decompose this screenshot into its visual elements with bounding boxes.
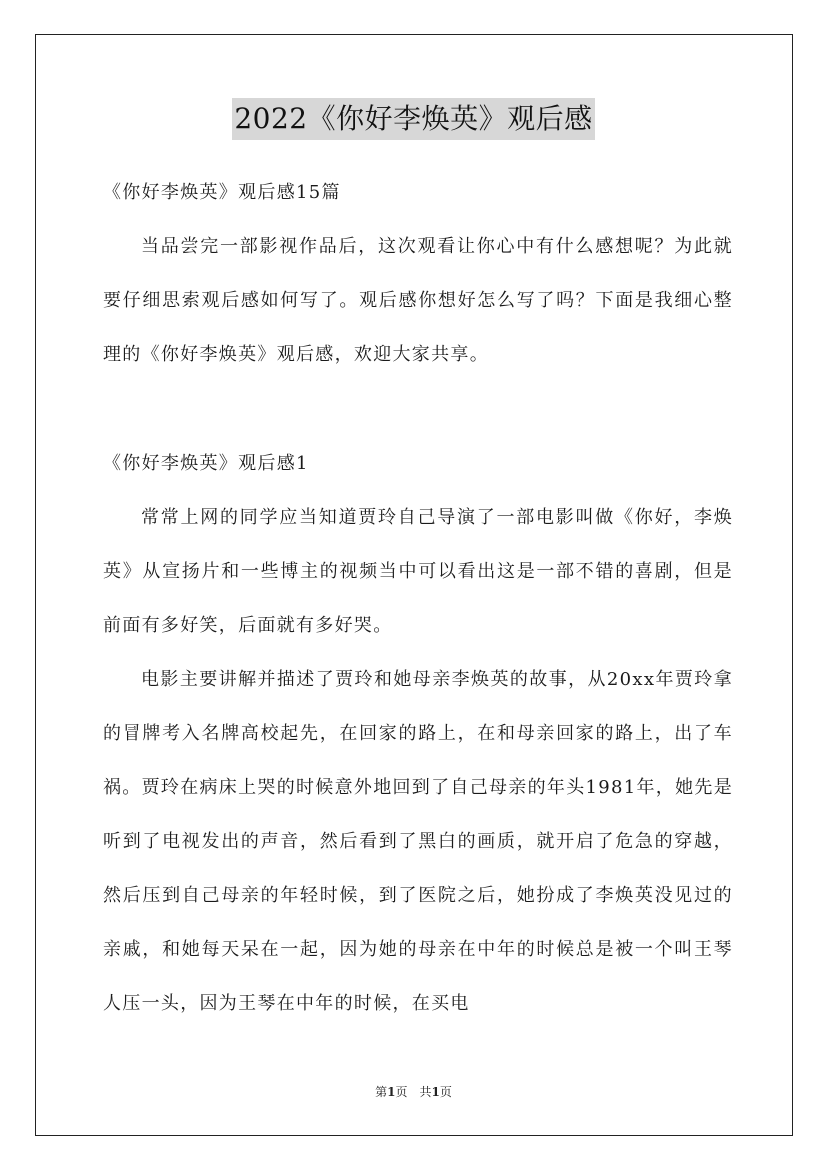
footer-mid: 页 共 xyxy=(395,1085,432,1099)
page-footer xyxy=(0,1083,827,1100)
document-subtitle: 《你好李焕英》观后感15篇 xyxy=(103,182,341,203)
footer-prefix: 第 xyxy=(375,1085,388,1099)
intro-paragraph: 当品尝完一部影视作品后，这次观看让你心中有什么感想呢？为此就要仔细思索观后感如何写了。观后感你想好怎么写了吗？下面是我细心整理的《你好李焕英》观后感，欢迎大家共享。 xyxy=(103,236,733,365)
section-heading: 《你好李焕英》观后感1 xyxy=(103,453,309,474)
footer-total-pages: 1 xyxy=(431,1085,440,1099)
footer-page-number: 1 xyxy=(387,1085,396,1099)
document-title: 2022《你好李焕英》观后感 xyxy=(232,98,594,140)
body-paragraph-2: 电影主要讲解并描述了贾玲和她母亲李焕英的故事，从20xx年贾玲拿的冒牌考入名牌高校起先，在回家的路上，在和母亲回家的路上，出了车祸。贾玲在病床上哭的时候意外地回到了自己母亲的年头1981年，她先是听到了电视发出的声音，然后看到了黑白的画质，就开启了危急的穿越，然后压到自己母亲的年轻时候，到了医院之后，她扮成了李焕英没见过的亲戚，和她每天呆在一起，因为她的母亲在中年的时候总是被一个叫王琴人压一头，因为王琴在中年的时候，在买电 xyxy=(103,669,734,1014)
title-container xyxy=(0,98,827,140)
footer-suffix: 页 xyxy=(439,1085,452,1099)
body-paragraph-1: 常常上网的同学应当知道贾玲自己导演了一部电影叫做《你好，李焕英》从宣扬片和一些博主的视频当中可以看出这是一部不错的喜剧，但是前面有多好笑，后面就有多好哭。 xyxy=(103,507,733,636)
